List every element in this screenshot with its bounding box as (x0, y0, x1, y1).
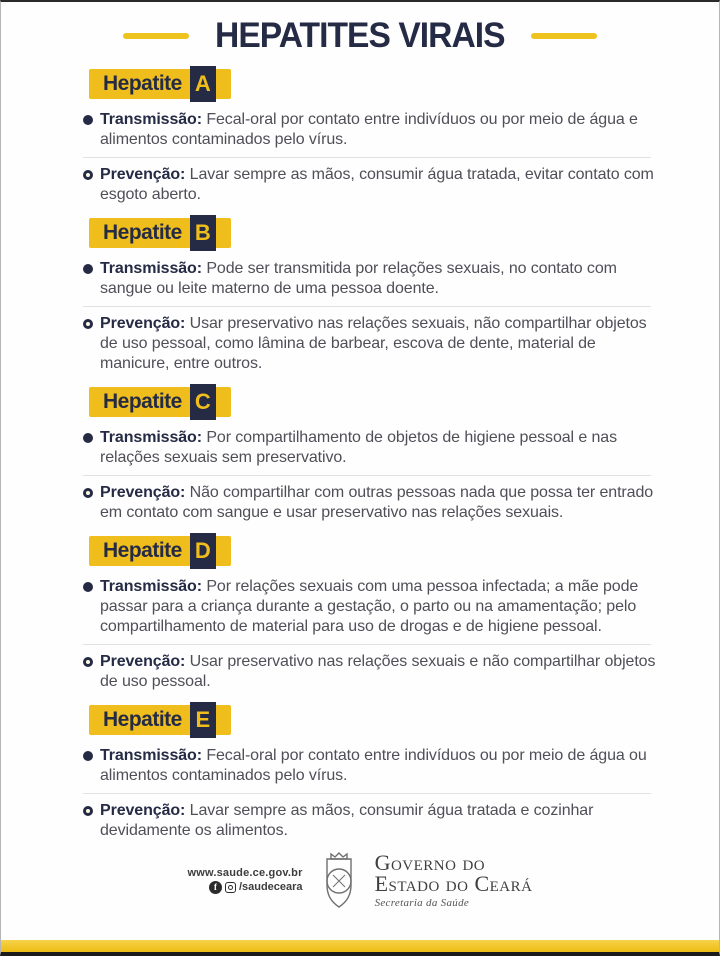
prevencao-item (83, 314, 658, 374)
badge-label: Hepatite (103, 390, 182, 413)
transmissao-label: Transmissão: (100, 260, 202, 277)
transmissao-item (83, 259, 658, 299)
badge-label: Hepatite (103, 221, 182, 244)
prevencao-item (83, 165, 658, 205)
ring-bullet-icon (83, 657, 93, 667)
item-divider (83, 157, 651, 158)
transmissao-text: Fecal-oral por contato entre indivíduos ou por meio de água e alimentos contaminados pelo vírus. (100, 111, 638, 148)
prevencao-item (83, 801, 658, 841)
gov-line2: Estado do Ceará (374, 870, 533, 896)
hepatite-b-badge (89, 218, 231, 248)
badge-letter-d: D (190, 533, 216, 569)
gov-line1: Governo do (374, 849, 486, 875)
hepatite-d-badge (89, 536, 231, 566)
badge-letter-b: B (190, 215, 216, 251)
section-hepatite-d (1, 536, 719, 692)
item-divider (83, 644, 651, 645)
transmissao-label: Transmissão: (100, 578, 202, 595)
badge-label: Hepatite (103, 539, 182, 562)
prevencao-label: Prevenção: (100, 315, 186, 332)
prevencao-item (83, 652, 658, 692)
prevencao-text: Usar preservativo nas relações sexuais, não compartilhar objetos de uso pessoal, como lâmina de barbear, escova de dente, material de manicure, entre outros. (100, 315, 647, 372)
instagram-icon (225, 882, 236, 893)
transmissao-label: Transmissão: (100, 429, 202, 446)
prevencao-label: Prevenção: (100, 653, 186, 670)
bottom-yellow-bar (1, 940, 719, 952)
title-dash-left (123, 33, 189, 39)
badge-label: Hepatite (103, 708, 182, 731)
ring-bullet-icon (83, 488, 93, 498)
prevencao-text: Lavar sempre as mãos, consumir água tratada, evitar contato com esgoto aberto. (100, 166, 654, 203)
contact-block (188, 867, 303, 894)
title-dash-right (531, 33, 597, 39)
section-hepatite-a (1, 69, 719, 205)
badge-label: Hepatite (103, 72, 182, 95)
filled-bullet-icon (83, 582, 93, 592)
badge-letter-e: E (190, 702, 216, 738)
filled-bullet-icon (83, 751, 93, 761)
footer (1, 851, 719, 909)
badge-letter-a: A (190, 66, 216, 102)
prevencao-item (83, 483, 658, 523)
transmissao-text: Fecal-oral por contato entre indivíduos ou por meio de água ou alimentos contaminados pelo vírus. (100, 747, 647, 784)
transmissao-label: Transmissão: (100, 111, 202, 128)
section-hepatite-e (1, 705, 719, 841)
prevencao-text: Usar preservativo nas relações sexuais e não compartilhar objetos de uso pessoal. (100, 653, 656, 690)
hepatite-e-badge (89, 705, 231, 735)
transmissao-item (83, 577, 658, 637)
page-title: HEPATITES VIRAIS (215, 16, 505, 55)
transmissao-label: Transmissão: (100, 747, 202, 764)
prevencao-label: Prevenção: (100, 484, 186, 501)
prevencao-text: Não compartilhar com outras pessoas nada que possa ter entrado em contato com sangue e usar preservativo nas relações sexuais. (100, 484, 654, 521)
transmissao-text: Pode ser transmitida por relações sexuais, no contato com sangue ou leite materno de uma pessoa doente. (100, 260, 617, 297)
gov-block (374, 849, 533, 909)
transmissao-item (83, 746, 658, 786)
prevencao-label: Prevenção: (100, 166, 186, 183)
ceara-coat-of-arms-icon (317, 851, 361, 909)
hepatite-c-badge (89, 387, 231, 417)
filled-bullet-icon (83, 115, 93, 125)
ring-bullet-icon (83, 806, 93, 816)
item-divider (83, 793, 651, 794)
transmissao-text: Por relações sexuais com uma pessoa infectada; a mãe pode passar para a criança durante a gestação, o parto ou na amamentação; pelo compartilhamento de material para uso de drogas e de higiene pessoal. (100, 578, 639, 635)
transmissao-text: Por compartilhamento de objetos de higiene pessoal e nas relações sexuais sem preservativo. (100, 429, 617, 466)
item-divider (83, 475, 651, 476)
social-handle: /saudeceara (238, 881, 303, 893)
section-hepatite-c (1, 387, 719, 523)
ring-bullet-icon (83, 170, 93, 180)
secretaria-label: Secretaria da Saúde (374, 896, 470, 909)
filled-bullet-icon (83, 433, 93, 443)
prevencao-text: Lavar sempre as mãos, consumir água tratada e cozinhar devidamente os alimentos. (100, 802, 594, 839)
prevencao-label: Prevenção: (100, 802, 186, 819)
badge-letter-c: C (190, 384, 216, 420)
ring-bullet-icon (83, 319, 93, 329)
facebook-icon: f (209, 881, 222, 894)
transmissao-item (83, 110, 658, 150)
section-hepatite-b (1, 218, 719, 374)
item-divider (83, 306, 651, 307)
filled-bullet-icon (83, 264, 93, 274)
hepatite-a-badge (89, 69, 231, 99)
title-row (1, 2, 719, 56)
website-url: www.saude.ce.gov.br (187, 866, 303, 879)
transmissao-item (83, 428, 658, 468)
